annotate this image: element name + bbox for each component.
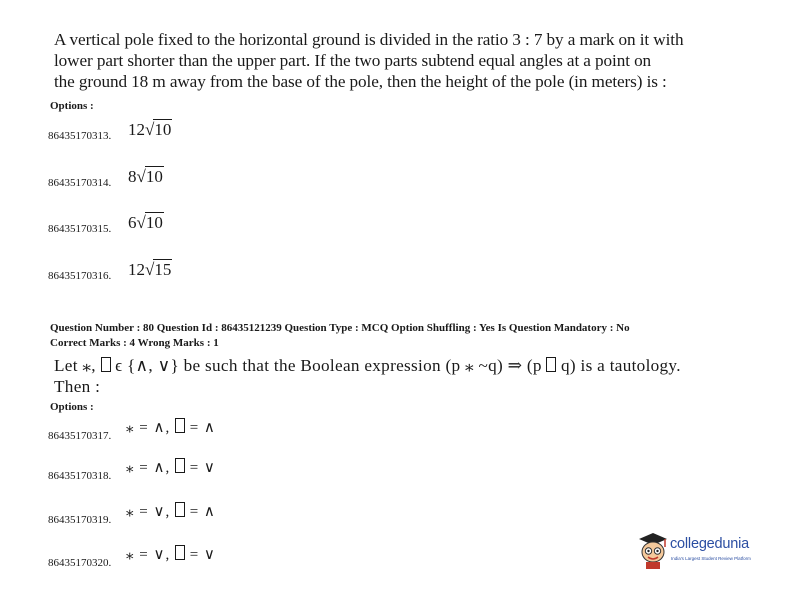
option-id: 86435170314. <box>48 177 112 189</box>
option-id: 86435170319. <box>48 514 112 526</box>
option-id: 86435170315. <box>48 223 112 235</box>
option-id: 86435170317. <box>48 430 112 442</box>
box-operator-icon <box>175 418 185 433</box>
option-math: ⁎ = ∨, = ∨ <box>126 547 216 563</box>
box-operator-icon <box>101 357 111 372</box>
q1-options-label: Options : <box>50 100 94 112</box>
box-operator-icon <box>175 545 185 560</box>
q2-text-line-2: Then : <box>54 377 101 396</box>
option-math: 8√10 <box>128 167 163 186</box>
option-math: ⁎ = ∧, = ∨ <box>126 460 216 476</box>
brand-tagline: India's Largest Student Review Platform <box>671 556 751 561</box>
option-id: 86435170313. <box>48 130 112 142</box>
option-math: 12√10 <box>128 120 172 139</box>
q2-options-label: Options : <box>50 401 94 413</box>
q2-meta-line-1: Question Number : 80 Question Id : 86435121239 Question Type : MCQ Option Shuffling : Yes Is Question Mandatory : No <box>50 322 630 334</box>
q1-line-1: A vertical pole fixed to the horizontal ground is divided in the ratio 3 : 7 by a mark on it with <box>54 30 684 49</box>
q1-line-2: lower part shorter than the upper part. If the two parts subtend equal angles at a point on <box>54 51 652 70</box>
mascot-icon <box>636 530 670 570</box>
option-id: 86435170316. <box>48 270 112 282</box>
option-id: 86435170318. <box>48 470 112 482</box>
option-math: 12√15 <box>128 260 172 279</box>
q2-meta-line-2: Correct Marks : 4 Wrong Marks : 1 <box>50 337 219 349</box>
box-operator-icon <box>546 357 556 372</box>
box-operator-icon <box>175 458 185 473</box>
q1-line-3: the ground 18 m away from the base of the pole, then the height of the pole (in meters) is : <box>54 72 667 91</box>
q2-text-line-1: Let ⁎, ϵ {∧, ∨} be such that the Boolean expression (p ⁎ ~q) ⇒ (p q) is a tautology. <box>54 356 681 375</box>
option-id: 86435170320. <box>48 557 112 569</box>
option-math: ⁎ = ∨, = ∧ <box>126 504 216 520</box>
box-operator-icon <box>175 502 185 517</box>
brand-name: collegedunia <box>670 536 750 552</box>
option-math: ⁎ = ∧, = ∧ <box>126 420 216 436</box>
option-math: 6√10 <box>128 213 163 232</box>
